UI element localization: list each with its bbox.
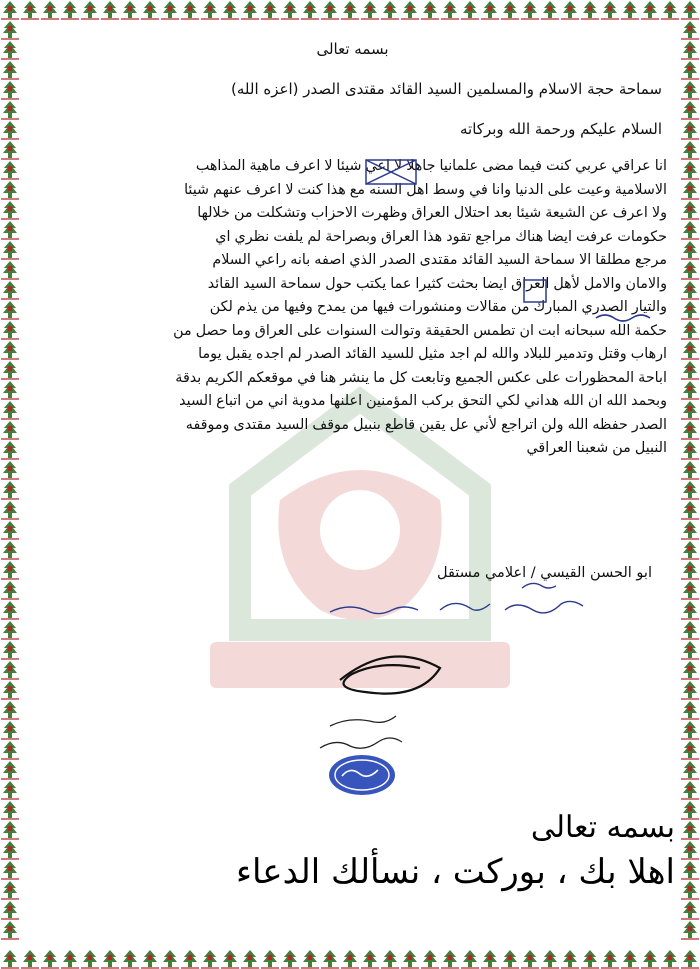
paragraph-line: الصدر حفظه الله ولن اتراجع لأني عل يقين قاطع بنبيل موقف السيد مقتدى وموقفه	[185, 416, 667, 433]
border-ornament	[1, 181, 19, 199]
border-ornament	[681, 681, 699, 699]
border-ornament	[1, 261, 19, 279]
border-ornament	[681, 381, 699, 399]
border-ornament	[681, 261, 699, 279]
border-ornament	[1, 121, 19, 139]
border-ornament	[1, 950, 19, 968]
border-ornament	[61, 1, 79, 19]
recipient-line: سماحة حجة الاسلام والمسلمين السيد القائد مقتدى الصدر (اعزه الله)	[231, 80, 662, 98]
border-ornament	[1, 881, 19, 899]
border-ornament	[681, 221, 699, 239]
border-ornament	[681, 461, 699, 479]
border-ornament	[261, 1, 279, 19]
border-ornament	[361, 1, 379, 19]
border-ornament	[641, 1, 659, 19]
border-ornament	[681, 621, 699, 639]
border-ornament	[201, 1, 219, 19]
border-ornament	[681, 921, 699, 939]
border-ornament	[681, 950, 699, 968]
border-ornament	[681, 581, 699, 599]
border-ornament	[541, 1, 559, 19]
border-ornament	[481, 950, 499, 968]
border-ornament	[661, 950, 679, 968]
border-ornament	[361, 950, 379, 968]
border-ornament	[1, 301, 19, 319]
border-ornament	[121, 1, 139, 19]
border-ornament	[621, 1, 639, 19]
paragraph-line: وبحمد الله ان الله هداني لكي التحق بركب المؤمنين اعلنها مدوية اني من اتباع السيد	[179, 393, 667, 409]
border-ornament	[681, 801, 699, 819]
border-ornament	[1, 201, 19, 219]
greeting-line: السلام عليكم ورحمة الله وبركاته	[460, 120, 662, 138]
border-ornament	[681, 81, 699, 99]
border-ornament	[681, 701, 699, 719]
border-ornament	[381, 1, 399, 19]
border-ornament	[1, 501, 19, 519]
border-ornament	[1, 461, 19, 479]
border-ornament	[1, 61, 19, 79]
border-ornament	[1, 81, 19, 99]
border-ornament	[321, 950, 339, 968]
paragraph-line: حكومات عرفت ايضا هناك مراجع تقود هذا العراق وبصراحة لم يلفت نظري اي	[215, 228, 667, 245]
border-ornament	[461, 1, 479, 19]
border-ornament	[681, 741, 699, 759]
border-ornament	[1, 901, 19, 919]
border-ornament	[681, 101, 699, 119]
paragraph-line: اباحة المحظورات على عكس الجميع وتابعت كل ما ينشر هنا في موقعكم الكريم بدقة	[175, 369, 667, 386]
border-ornament	[181, 950, 199, 968]
border-ornament	[1, 101, 19, 119]
border-ornament	[1, 701, 19, 719]
border-ornament	[301, 1, 319, 19]
paragraph-line: انا عراقي عربي كنت فيما مضى علمانيا جاهلا لا اعي شيئا لا اعرف ماهية المذاهب	[195, 158, 667, 174]
border-ornament	[681, 441, 699, 459]
border-ornament	[681, 501, 699, 519]
paragraph-line: النبيل من شعبنا العراقي	[526, 440, 667, 456]
border-ornament	[241, 1, 259, 19]
border-ornament	[681, 761, 699, 779]
border-ornament	[581, 1, 599, 19]
border-ornament	[681, 641, 699, 659]
border-ornament	[601, 950, 619, 968]
border-ornament	[221, 1, 239, 19]
border-ornament	[381, 950, 399, 968]
border-ornament	[1, 441, 19, 459]
border-ornament	[1, 661, 19, 679]
invocation-heading: بسمه تعالى	[316, 40, 389, 58]
border-ornament	[141, 1, 159, 19]
border-ornament	[681, 241, 699, 259]
border-ornament	[1, 401, 19, 419]
border-ornament	[1, 41, 19, 59]
border-ornament	[501, 1, 519, 19]
border-ornament	[681, 1, 699, 19]
border-ornament	[441, 950, 459, 968]
border-ornament	[521, 950, 539, 968]
border-ornament	[1, 821, 19, 839]
paragraph-line: والتيار الصدري المبارك من مقالات ومنشورات فيها من يمدح وفيها من يذم لكن	[209, 299, 667, 315]
border-ornament	[681, 301, 699, 319]
border-ornament	[681, 521, 699, 539]
border-ornament	[1, 721, 19, 739]
border-ornament	[1, 681, 19, 699]
border-ornament	[581, 950, 599, 968]
border-ornament	[1, 321, 19, 339]
border-ornament	[681, 401, 699, 419]
border-ornament	[81, 1, 99, 19]
border-ornament	[681, 281, 699, 299]
border-ornament	[681, 201, 699, 219]
border-ornament	[161, 950, 179, 968]
border-ornament	[141, 950, 159, 968]
border-ornament	[1, 561, 19, 579]
border-ornament	[401, 950, 419, 968]
border-ornament	[681, 601, 699, 619]
border-ornament	[1, 381, 19, 399]
border-ornament	[81, 950, 99, 968]
border-ornament	[1, 761, 19, 779]
border-ornament	[201, 950, 219, 968]
border-ornament	[681, 421, 699, 439]
border-ornament	[681, 21, 699, 39]
border-ornament	[1, 861, 19, 879]
paragraph-line: الاسلامية وعيت على الدنيا وانا في وسط اهل السنه مع هذا كنت لا اعرف عنهم شيئا	[184, 181, 667, 198]
border-ornament	[1, 521, 19, 539]
paragraph-line: حكمة الله سبحانه ابت ان تطمس الحقيقة وتوالت السنوات على العراق وما حصل من	[173, 322, 667, 339]
border-ornament	[541, 950, 559, 968]
border-ornament	[401, 1, 419, 19]
border-ornament	[241, 950, 259, 968]
border-ornament	[1, 541, 19, 559]
border-ornament	[221, 950, 239, 968]
border-ornament	[1, 581, 19, 599]
border-ornament	[1, 341, 19, 359]
border-ornament	[601, 1, 619, 19]
border-ornament	[1, 741, 19, 759]
border-ornament	[681, 61, 699, 79]
border-ornament	[681, 141, 699, 159]
border-ornament	[1, 281, 19, 299]
border-ornament	[1, 641, 19, 659]
border-ornament	[101, 950, 119, 968]
border-ornament	[21, 1, 39, 19]
border-ornament	[21, 950, 39, 968]
border-ornament	[301, 950, 319, 968]
border-ornament	[561, 950, 579, 968]
border-ornament	[561, 1, 579, 19]
border-ornament	[461, 950, 479, 968]
border-ornament	[421, 1, 439, 19]
border-ornament	[681, 821, 699, 839]
border-ornament	[1, 481, 19, 499]
border-ornament	[681, 41, 699, 59]
border-ornament	[1, 1, 19, 19]
border-ornament	[421, 950, 439, 968]
border-ornament	[1, 361, 19, 379]
border-ornament	[1, 421, 19, 439]
border-ornament	[41, 1, 59, 19]
border-ornament	[1, 601, 19, 619]
border-ornament	[681, 121, 699, 139]
letter-paragraph	[40, 155, 667, 461]
sender-signature-line: ابو الحسن القيسي / اعلامي مستقل	[436, 565, 652, 581]
border-ornament	[261, 950, 279, 968]
border-ornament	[1, 921, 19, 939]
border-ornament	[681, 541, 699, 559]
reply-blessing: اهلا بك ، بوركت ، نسألك الدعاء	[235, 852, 675, 892]
border-ornament	[501, 950, 519, 968]
border-ornament	[681, 181, 699, 199]
paragraph-line: ولا اعرف عن الشيعة شيئا بعد احتلال العراق وظهرت الاحزاب وتشكلت من خلالها	[197, 205, 667, 221]
border-ornament	[161, 1, 179, 19]
border-ornament	[1, 241, 19, 259]
paragraph-line: ارهاب وقتل وتدمير للبلاد والله لم اجد مثيل للسيد القائد الصدر لم اجده يقبل يوما	[198, 346, 667, 362]
border-ornament	[1, 841, 19, 859]
border-ornament	[1, 161, 19, 179]
border-ornament	[681, 901, 699, 919]
border-ornament	[521, 1, 539, 19]
border-ornament	[681, 341, 699, 359]
reply-invocation: بسمه تعالى	[530, 810, 675, 845]
border-ornament	[41, 950, 59, 968]
border-ornament	[1, 801, 19, 819]
border-ornament	[681, 481, 699, 499]
border-ornament	[101, 1, 119, 19]
handwritten-reply	[236, 808, 675, 896]
border-ornament	[321, 1, 339, 19]
border-ornament	[681, 861, 699, 879]
border-ornament	[681, 661, 699, 679]
border-ornament	[281, 1, 299, 19]
border-ornament	[681, 781, 699, 799]
border-ornament	[621, 950, 639, 968]
border-ornament	[441, 1, 459, 19]
paragraph-line: والامان والامل لأهل العراق ايضا بحثت كثيرا عما يكتب حول سماحة السيد القائد	[207, 275, 667, 292]
border-ornament	[1, 141, 19, 159]
border-ornament	[681, 721, 699, 739]
border-ornament	[61, 950, 79, 968]
border-ornament	[181, 1, 199, 19]
border-ornament	[641, 950, 659, 968]
border-ornament	[1, 21, 19, 39]
border-ornament	[1, 781, 19, 799]
border-ornament	[481, 1, 499, 19]
border-ornament	[681, 561, 699, 579]
border-ornament	[681, 841, 699, 859]
border-ornament	[121, 950, 139, 968]
border-ornament	[661, 1, 679, 19]
border-ornament	[681, 161, 699, 179]
paragraph-line: مرجع مطلقا الا سماحة السيد القائد مقتدى الصدر الذي اصفه بانه راعي السلام	[212, 252, 667, 268]
border-ornament	[281, 950, 299, 968]
border-ornament	[1, 621, 19, 639]
border-ornament	[681, 321, 699, 339]
border-ornament	[681, 881, 699, 899]
border-ornament	[1, 221, 19, 239]
border-ornament	[681, 361, 699, 379]
border-ornament	[341, 950, 359, 968]
border-ornament	[341, 1, 359, 19]
